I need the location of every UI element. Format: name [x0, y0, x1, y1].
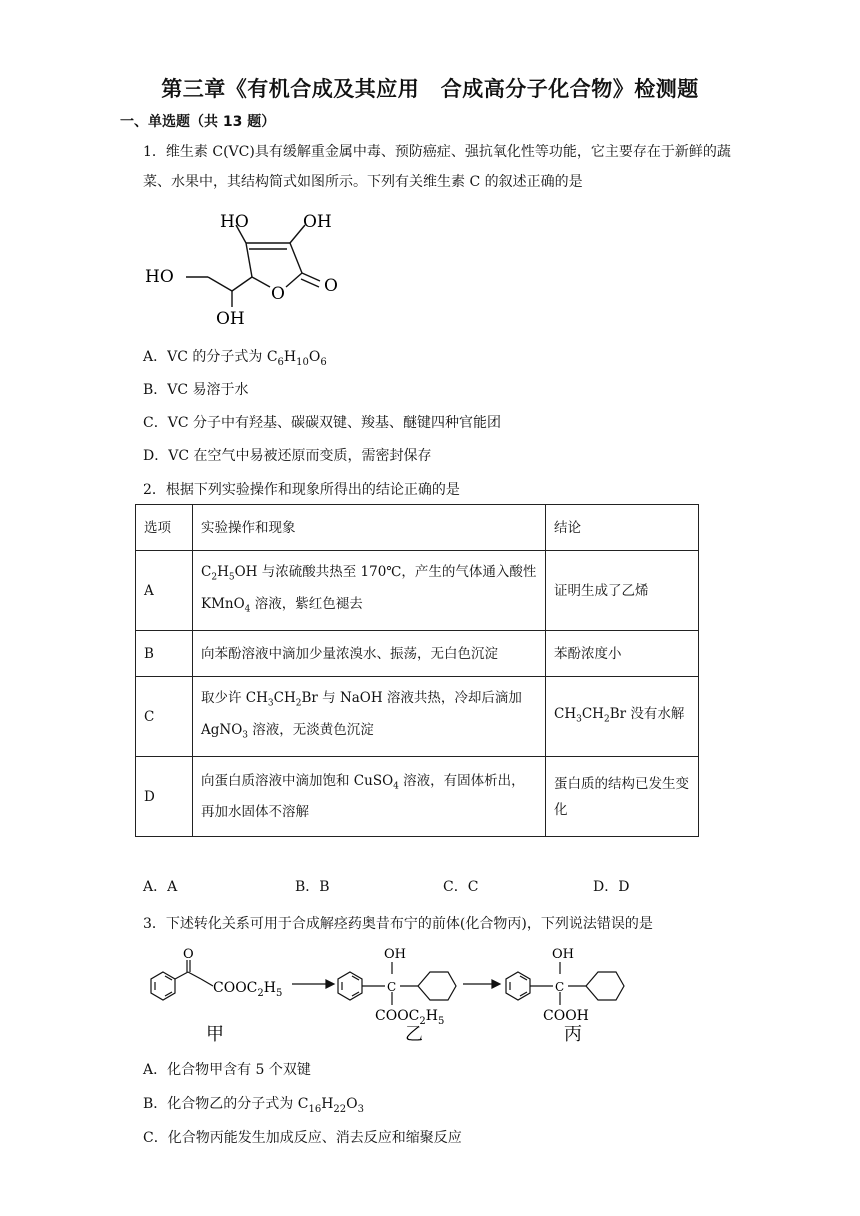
question-1-option-a[interactable]: A．VC 的分子式为 $C_6H_{10}O_6$ — [143, 349, 327, 368]
yi-oh-label: OH — [384, 947, 406, 962]
question-3-option-c[interactable]: C．化合物丙能发生加成反应、消去反应和缩聚反应 — [143, 1130, 462, 1146]
question-3-option-a[interactable]: A．化合物甲含有 5 个双键 — [143, 1062, 311, 1078]
table-cell-conclusion: 证明生成了乙烯 — [546, 551, 699, 631]
label-oh-bottom: OH — [216, 309, 245, 329]
jia-name: 甲 — [206, 1024, 224, 1045]
table-cell-conclusion: 苯酚浓度小 — [546, 631, 699, 677]
question-1-option-d[interactable]: D．VC 在空气中易被还原而变质，需密封保存 — [143, 448, 432, 464]
table-cell-conclusion: $CH_3CH_2Br$ 没有水解 — [546, 677, 699, 757]
section-heading: 一、单选题（共 13 题） — [120, 114, 276, 130]
jia-ester-label: $COOC_2H_5$ — [213, 980, 283, 999]
table-header-operation: 实验操作和现象 — [193, 505, 546, 551]
question-1-option-b[interactable]: B．VC 易溶于水 — [143, 382, 249, 398]
label-ring-o: O — [271, 284, 285, 304]
question-2-option-b[interactable]: B．B — [295, 879, 330, 895]
table-cell-option: B — [136, 631, 193, 677]
table-row — [136, 677, 699, 757]
table-cell-operation: 向苯酚溶液中滴加少量浓溴水、振荡，无白色沉淀 — [193, 631, 546, 677]
yi-name: 乙 — [405, 1024, 423, 1045]
table-cell-operation: $C_2H_5OH$ 与浓硫酸共热至 170℃，产生的气体通入酸性 KMnO$_4$ 溶液，紫红色褪去 — [193, 551, 546, 631]
label-carbonyl-o: O — [324, 276, 338, 296]
table-header-conclusion: 结论 — [546, 505, 699, 551]
yi-ester-label: $COOC_2H_5$ — [375, 1008, 445, 1027]
page-title: 第三章《有机合成及其应用 合成高分子化合物》检测题 — [161, 77, 699, 101]
vitamin-c-structure — [140, 205, 360, 330]
table-cell-option: A — [136, 551, 193, 631]
table-cell-operation: 向蛋白质溶液中滴加饱和 CuSO$_4$ 溶液，有固体析出，再加水固体不溶解 — [193, 757, 546, 837]
question-2-option-d[interactable]: D．D — [593, 879, 630, 895]
table-header-option: 选项 — [136, 505, 193, 551]
question-1-stem: 1．维生素 C(VC)具有缓解重金属中毒、预防癌症、强抗氧化性等功能，它主要存在于新鲜的蔬菜、水果中，其结构简式如图所示。下列有关维生素 C 的叙述正确的是 — [143, 144, 731, 190]
question-2-options — [143, 876, 723, 898]
question-2-option-a[interactable]: A．A — [143, 879, 178, 895]
table-cell-conclusion: 蛋白质的结构已发生变化 — [546, 757, 699, 837]
bing-acid-label: COOH — [543, 1008, 589, 1024]
question-3-option-b[interactable]: B．化合物乙的分子式为 $C_{16}H_{22}O_3$ — [143, 1096, 364, 1115]
oxybutynin-synthesis-scheme — [140, 940, 640, 1046]
question-3-stem: 3．下述转化关系可用于合成解痉药奥昔布宁的前体(化合物丙)，下列说法错误的是 — [143, 916, 653, 932]
table-row — [136, 757, 699, 837]
label-oh-top: OH — [303, 212, 332, 232]
table-row — [136, 551, 699, 631]
table-cell-option: C — [136, 677, 193, 757]
bing-c-label: C — [555, 980, 565, 994]
label-ho-left: HO — [145, 267, 174, 287]
question-2-option-c[interactable]: C．C — [443, 879, 479, 895]
bing-oh-label: OH — [552, 947, 574, 962]
table-cell-operation: 取少许 $CH_3CH_2Br$ 与 NaOH 溶液共热，冷却后滴加 AgNO$_3$ 溶液，无淡黄色沉淀 — [193, 677, 546, 757]
table-row — [136, 631, 699, 677]
table-cell-option: D — [136, 757, 193, 837]
label-ho-top: HO — [220, 212, 249, 232]
experiment-table — [135, 504, 699, 837]
yi-c-label: C — [387, 980, 397, 994]
jia-carbonyl-o: O — [183, 947, 194, 962]
question-1-option-c[interactable]: C．VC 分子中有羟基、碳碳双键、羧基、醚键四种官能团 — [143, 415, 501, 431]
question-2-stem: 2．根据下列实验操作和现象所得出的结论正确的是 — [143, 482, 460, 498]
bing-name: 丙 — [564, 1024, 582, 1045]
